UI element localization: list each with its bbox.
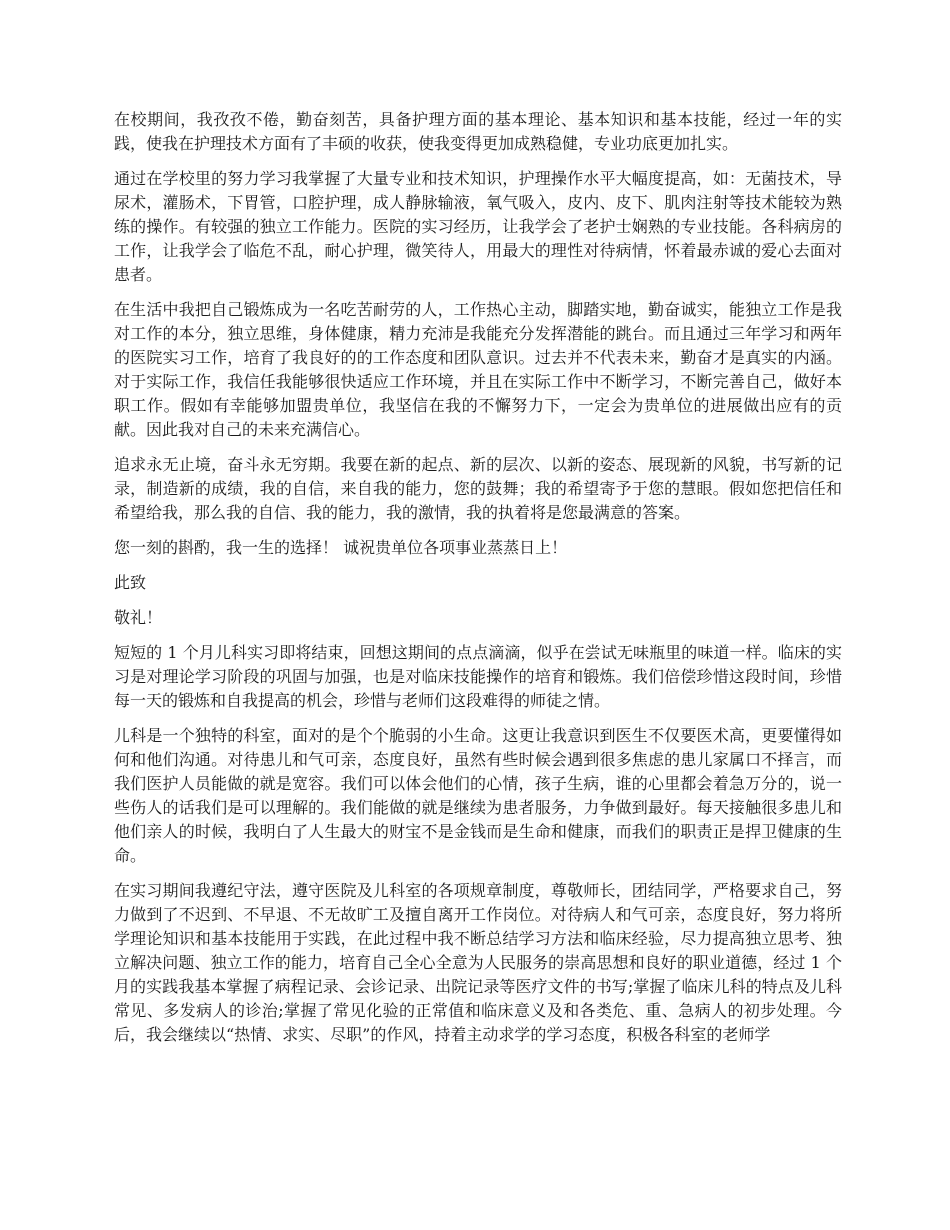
closing-regards: 敬礼！ — [114, 608, 163, 627]
paragraph-8: 短短的 1 个月儿科实习即将结束，回想这期间的点点滴滴，似乎在尝试无味瓶里的味道一样。临床的实习是对理论学习阶段的巩固与加强，也是对临床技能操作的培育和锻炼。我们倍偿珍惜这段时间，珍惜每一天的锻炼和自我提高的机会，珍惜与老师们这段难得的师徒之情。 — [114, 643, 842, 710]
closing-salutation: 此致 — [114, 573, 147, 592]
paragraph-5: 您一刻的斟酌，我一生的选择！ 诚祝贵单位各项事业蒸蒸日上！ — [114, 538, 568, 557]
paragraph-4: 追求永无止境，奋斗永无穷期。我要在新的起点、新的层次、以新的姿态、展现新的风貌，书写新的记录，制造新的成绩，我的自信，来自我的能力，您的鼓舞；我的希望寄予于您的慧眼。假如您把信任和希望给我，那么我的自信、我的能力，我的激情，我的执着将是您最满意的答案。 — [114, 455, 842, 522]
paragraph-3: 在生活中我把自己锻炼成为一名吃苦耐劳的人，工作热心主动，脚踏实地，勤奋诚实，能独立工作是我对工作的本分，独立思维，身体健康，精力充沛是我能充分发挥潜能的跳台。而且通过三年学习和两年的医院实习工作，培育了我良好的的工作态度和团队意识。过去并不代表未来，勤奋才是真实的内涵。对于实际工作，我信任我能够很快适应工作环境，并且在实际工作中不断学习，不断完善自己，做好本职工作。假如有幸能够加盟贵单位，我坚信在我的不懈努力下，一定会为贵单位的进展做出应有的贡献。因此我对自己的未来充满信心。 — [114, 300, 842, 439]
paragraph-2: 通过在学校里的努力学习我掌握了大量专业和技术知识，护理操作水平大幅度提高，如：无菌技术，导尿术，灌肠术，下胃管，口腔护理，成人静脉输液，氧气吸入，皮内、皮下、肌肉注射等技术能较为熟练的操作。有较强的独立工作能力。医院的实习经历，让我学会了老护士娴熟的专业技能。各科病房的工作，让我学会了临危不乱，耐心护理，微笑待人，用最大的理性对待病情，怀着最赤诚的爱心去面对患者。 — [114, 169, 842, 284]
paragraph-9: 儿科是一个独特的科室，面对的是个个脆弱的小生命。这更让我意识到医生不仅要医术高，更要懂得如何和他们沟通。对待患儿和气可亲，态度良好，虽然有些时候会遇到很多焦虑的患儿家属口不择言，而我们医护人员能做的就是宽容。我们可以体会他们的心情，孩子生病，谁的心里都会着急万分的，说一些伤人的话我们是可以理解的。我们能做的就是继续为患者服务，力争做到最好。每天接触很多患儿和他们亲人的时候，我明白了人生最大的财宝不是金钱而是生命和健康，而我们的职责正是捍卫健康的生命。 — [114, 726, 842, 865]
paragraph-10: 在实习期间我遵纪守法，遵守医院及儿科室的各项规章制度，尊敬师长，团结同学，严格要求自己，努力做到了不迟到、不早退、不无故旷工及擅自离开工作岗位。对待病人和气可亲，态度良好，努力将所学理论知识和基本技能用于实践，在此过程中我不断总结学习方法和临床经验，尽力提高独立思考、独立解决问题、独立工作的能力，培育自己全心全意为人民服务的崇高思想和良好的职业道德，经过 1 个月的实践我基本掌握了病程记录、会诊记录、出院记录等医疗文件的书写;掌握了临床儿科的特点及儿科常见、多发病人的诊治;掌握了常见化验的正常值和临床意义及和各类危、重、急病人的初步处理。今后，我会继续以“热情、求实、尽职”的作风，持着主动求学的学习态度，积极各科室的老师学 — [114, 881, 842, 1044]
paragraph-1: 在校期间，我孜孜不倦，勤奋刻苦，具备护理方面的基本理论、基本知识和基本技能，经过一年的实践，使我在护理技术方面有了丰硕的收获，使我变得更加成熟稳健，专业功底更加扎实。 — [114, 110, 842, 153]
document-body — [114, 108, 842, 1058]
